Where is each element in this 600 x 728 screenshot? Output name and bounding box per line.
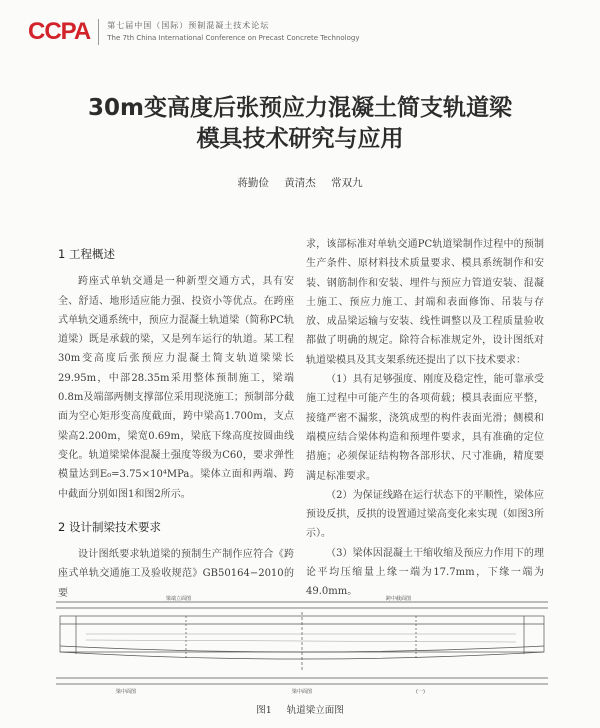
figure-caption [0, 702, 600, 716]
label-end-elevation: 梁端立面图 [166, 596, 192, 602]
label-bottom-right: (一) [416, 689, 425, 694]
right-paragraph-3: （2）为保证线路在运行状态下的平顺性，梁体应预设反拱，反拱的设置通过梁高变化来实现（如图3所示）。 [306, 489, 544, 540]
section-1-paragraph: 跨座式单轨交通是一种新型交通方式，具有安全、舒适、地形适应能力强、投资小等优点。在跨座式单轨交通系统中，预应力混凝土轨道梁（简称PC轨道梁）既是承载的梁，又是列车运行的轨道。某工程30m变高度后张预应力混凝土简支轨道梁梁长29.95m，中部28.35m采用整体预制施工，梁端0.8m及端部两侧支撑部位采用现浇施工；预制部分截面为空心矩形变高度截面，跨中梁高1.700m，支点梁高2.200m，梁宽0.69m，梁底下缘高度按圆曲线变化。轨道梁梁体混凝土强度等级为C60，要求弹性模量达到E₀=3.75×10⁴MPa。梁体立面和两端、跨中截面分别如图1和图2所示。 [58, 276, 294, 500]
conference-name-en: The 7th China International Conference on Precast Concrete Technology [107, 34, 360, 42]
right-paragraph-4: （3）梁体因混凝土干缩收缩及预应力作用下的理论平均压缩量上缘一端为17.7mm，下缘一端为49.0mm。 [306, 547, 544, 598]
conference-info [107, 20, 359, 44]
author-1: 蒋勤俭 [237, 177, 269, 189]
left-column [58, 235, 294, 603]
right-paragraph-1: 求，该部标准对单轨交通PC轨道梁制作过程中的预制生产条件、原材料技术质量要求、模具系统制作和安装、钢筋制作和安装、埋件与预应力管道安装、混凝土施工、预应力施工、封端和表面修饰、吊装与存放、成品梁运输与安装、线性调整以及工程质量验收都做了明确的规定。除符合标准规定外，设计图纸对轨道梁模具及其支架系统还提出了以下技术要求： [306, 239, 544, 366]
figure-caption-text: 轨道梁立面图 [286, 705, 344, 716]
ccpa-logo: CCPA [28, 18, 91, 45]
title-line-2: 模具技术研究与应用 [196, 126, 404, 152]
paper-title [0, 93, 600, 155]
label-midspan-section: 跨中截面图 [386, 596, 412, 602]
author-list [0, 175, 600, 190]
conference-name-cn: 第七届中国（国际）预制混凝土技术论坛 [107, 21, 270, 30]
section-2-paragraph: 设计图纸要求轨道梁的预制生产制作应符合《跨座式单轨交通施工及验收规范》GB50164−2010的要 [58, 549, 294, 599]
tendon-line-2 [86, 640, 516, 642]
section-2-heading: 2 设计制梁技术要求 [58, 519, 161, 534]
label-bottom-mid: 梁中面图 [292, 689, 313, 694]
right-paragraph-2: （1）具有足够强度、刚度及稳定性，能可靠承受施工过程中可能产生的各项荷载；模具表面应平整，接缝严密不漏浆，浇筑成型的构件表面光滑；侧模和端模应结合梁体构造和预埋件要求，具有准确的定位措施；必须保证结构物各部形状、尺寸准确，精度要满足标准要求。 [306, 374, 544, 482]
title-line-1: 30m变高度后张预应力混凝土简支轨道梁 [88, 95, 512, 121]
right-column [306, 235, 544, 602]
figure-number: 图1 [256, 705, 272, 716]
page-header [28, 18, 360, 46]
label-bottom-left: 梁中面图 [116, 689, 137, 694]
author-2: 黄清杰 [284, 177, 316, 189]
section-1-heading: 1 工程概述 [58, 247, 115, 261]
header-divider [98, 19, 99, 45]
beam-elevation-figure [56, 594, 548, 694]
author-3: 常双九 [331, 177, 363, 189]
